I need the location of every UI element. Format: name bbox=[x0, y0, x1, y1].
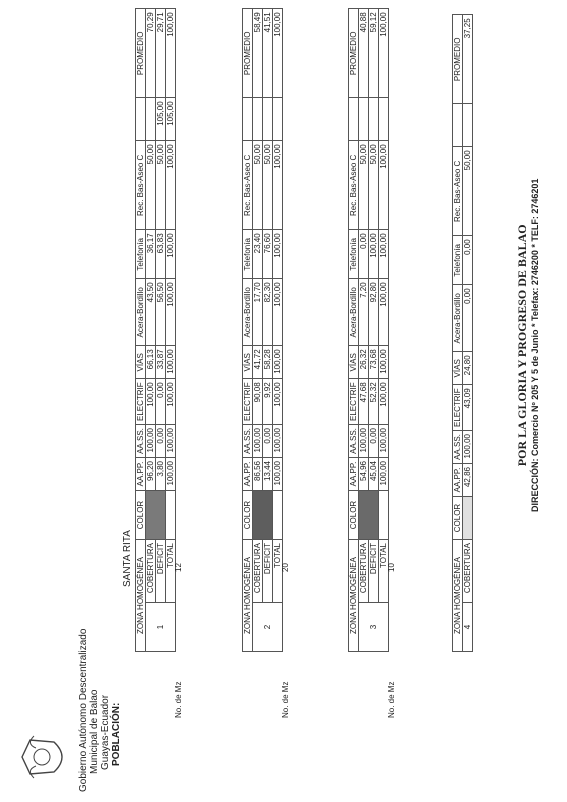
table-row-cobertura bbox=[359, 9, 369, 652]
col-zona-homogenea: ZONA HOMOGÉNEA bbox=[136, 540, 146, 652]
col-telefonia: Telefonía bbox=[349, 230, 359, 279]
cell: 82,30 bbox=[263, 279, 273, 346]
cell: 100,00 bbox=[379, 379, 389, 425]
col-rec-bas-aseo: Rec. Bas-Aseo C bbox=[243, 141, 253, 230]
zone-id: 4 bbox=[463, 603, 473, 652]
cell: 100,00 bbox=[273, 230, 283, 279]
table-row-total bbox=[273, 9, 283, 652]
row-label-cobertura: COBERTURA bbox=[146, 540, 156, 603]
cell: 50,00 bbox=[146, 141, 156, 230]
col-promedio: PROMEDIO bbox=[136, 9, 146, 98]
table-header-row bbox=[136, 9, 146, 652]
cell: 100,00 bbox=[273, 346, 283, 379]
cell: 100,00 bbox=[273, 379, 283, 425]
cell: 0,00 bbox=[463, 236, 473, 285]
col-rec-bas-aseo: Rec. Bas-Aseo C bbox=[453, 147, 463, 236]
cell: 100,00 bbox=[273, 9, 283, 98]
cell: 100,00 bbox=[166, 346, 176, 379]
col-telefonia: Telefonía bbox=[453, 236, 463, 285]
zone-table-2 bbox=[242, 8, 283, 652]
col-zona-homogenea: ZONA HOMOGÉNEA bbox=[349, 540, 359, 652]
row-label-deficit: DEFICIT bbox=[263, 540, 273, 603]
cell: 100,00 bbox=[166, 425, 176, 458]
cell: 100,00 bbox=[166, 141, 176, 230]
cell: 0,00 bbox=[156, 425, 166, 458]
col-acera-bordillo: Acera-Bordillo bbox=[453, 285, 463, 352]
table-row-cobertura bbox=[463, 15, 473, 652]
col-color: COLOR bbox=[453, 497, 463, 540]
cell: 100,00 bbox=[253, 425, 263, 458]
col-aass: AA.SS. bbox=[243, 425, 253, 458]
col-rec-bas-aseo: Rec. Bas-Aseo C bbox=[136, 141, 146, 230]
cell: 100,00 bbox=[379, 141, 389, 230]
cell bbox=[253, 98, 263, 141]
table-header-row bbox=[243, 9, 253, 652]
institution-header bbox=[78, 629, 122, 792]
cell: 56,50 bbox=[156, 279, 166, 346]
table-row-cobertura bbox=[146, 9, 156, 652]
cell: 50,00 bbox=[369, 141, 379, 230]
color-blank bbox=[166, 491, 176, 540]
col-electrif: ELECTRIF bbox=[349, 379, 359, 425]
cell: 3,80 bbox=[156, 458, 166, 491]
cell: 100,00 bbox=[379, 279, 389, 346]
cell: 96,20 bbox=[146, 458, 156, 491]
cell: 66,13 bbox=[146, 346, 156, 379]
col-vias: VÍAS bbox=[349, 346, 359, 379]
cell: 43,50 bbox=[146, 279, 156, 346]
col-rec-bas-aseo: Rec. Bas-Aseo C bbox=[349, 141, 359, 230]
col-zona-homogenea: ZONA HOMOGÉNEA bbox=[453, 540, 463, 652]
col-aass: AA.SS. bbox=[453, 431, 463, 464]
cell bbox=[359, 98, 369, 141]
cell: 33,87 bbox=[156, 346, 166, 379]
cell: 58,49 bbox=[253, 9, 263, 98]
col-extra bbox=[136, 98, 146, 141]
col-aass: AA.SS. bbox=[349, 425, 359, 458]
cell: 100,00 bbox=[379, 9, 389, 98]
cell: 23,40 bbox=[253, 230, 263, 279]
cell: 13,44 bbox=[263, 458, 273, 491]
row-label-deficit: DEFICIT bbox=[369, 540, 379, 603]
cell: 41,72 bbox=[253, 346, 263, 379]
cell: 29,71 bbox=[156, 9, 166, 98]
cell: 63,83 bbox=[156, 230, 166, 279]
cell: 0,00 bbox=[369, 425, 379, 458]
institution-line-3: Guayas-Ecuador bbox=[100, 694, 111, 770]
town-name: SANTA RITA bbox=[122, 530, 133, 587]
page-footer bbox=[515, 179, 540, 512]
col-vias: VÍAS bbox=[136, 346, 146, 379]
mz-value: 12 bbox=[174, 563, 183, 572]
col-acera-bordillo: Acera-Bordillo bbox=[136, 279, 146, 346]
cell: 59,12 bbox=[369, 9, 379, 98]
cell: 90,08 bbox=[253, 379, 263, 425]
col-electrif: ELECTRIF bbox=[453, 385, 463, 431]
cell: 100,00 bbox=[379, 230, 389, 279]
col-telefonia: Telefonía bbox=[243, 230, 253, 279]
cell: 100,00 bbox=[166, 230, 176, 279]
institution-line-1: Gobierno Autónomo Descentralizado bbox=[78, 628, 89, 792]
table-row-total bbox=[379, 9, 389, 652]
cell bbox=[369, 98, 379, 141]
table-header-row bbox=[453, 15, 463, 652]
cell: 40,88 bbox=[359, 9, 369, 98]
zone-table-4 bbox=[452, 14, 473, 652]
cell: 50,00 bbox=[359, 141, 369, 230]
cell: 7,20 bbox=[359, 279, 369, 346]
col-color: COLOR bbox=[136, 491, 146, 540]
col-promedio: PROMEDIO bbox=[243, 9, 253, 98]
table-row-total bbox=[166, 9, 176, 652]
cell: 100,00 bbox=[463, 431, 473, 464]
col-vias: VÍAS bbox=[243, 346, 253, 379]
col-aapp: AA.PP. bbox=[349, 458, 359, 491]
col-vias: VÍAS bbox=[453, 352, 463, 385]
cell: 100,00 bbox=[359, 425, 369, 458]
cell: 100,00 bbox=[273, 458, 283, 491]
cell: 45,04 bbox=[369, 458, 379, 491]
col-telefonia: Telefonía bbox=[136, 230, 146, 279]
cell: 100,00 bbox=[146, 379, 156, 425]
row-label-deficit: DEFICIT bbox=[156, 540, 166, 603]
cell: 92,80 bbox=[369, 279, 379, 346]
cell: 42,86 bbox=[463, 464, 473, 497]
mz-label: No. de Mz bbox=[174, 681, 183, 718]
cell bbox=[263, 98, 273, 141]
zone-id: 2 bbox=[253, 603, 283, 652]
cell: 50,00 bbox=[463, 147, 473, 236]
col-color: COLOR bbox=[243, 491, 253, 540]
row-label-total: TOTAL bbox=[166, 540, 176, 603]
col-electrif: ELECTRIF bbox=[136, 379, 146, 425]
col-acera-bordillo: Acera-Bordillo bbox=[349, 279, 359, 346]
cell bbox=[463, 104, 473, 147]
cell bbox=[146, 98, 156, 141]
col-extra bbox=[349, 98, 359, 141]
cell: 50,00 bbox=[253, 141, 263, 230]
cell: 0,00 bbox=[156, 379, 166, 425]
zone-id: 3 bbox=[359, 603, 389, 652]
table-row-deficit bbox=[263, 9, 273, 652]
zone-table-3 bbox=[348, 8, 389, 652]
color-blank bbox=[273, 491, 283, 540]
mz-label: No. de Mz bbox=[387, 681, 396, 718]
cell: 0,00 bbox=[463, 285, 473, 352]
color-blank bbox=[379, 491, 389, 540]
col-extra bbox=[453, 104, 463, 147]
cell: 0,00 bbox=[263, 425, 273, 458]
cell: 52,32 bbox=[369, 379, 379, 425]
zone-id: 1 bbox=[146, 603, 176, 652]
cell: 76,60 bbox=[263, 230, 273, 279]
cell: 50,00 bbox=[156, 141, 166, 230]
table-row-cobertura bbox=[253, 9, 263, 652]
cell: 58,28 bbox=[263, 346, 273, 379]
mz-value: 20 bbox=[281, 563, 290, 572]
cell: 9,92 bbox=[263, 379, 273, 425]
col-aapp: AA.PP. bbox=[453, 464, 463, 497]
cell: 86,56 bbox=[253, 458, 263, 491]
cell: 105,00 bbox=[156, 98, 166, 141]
cell: 43,09 bbox=[463, 385, 473, 431]
cell: 24,80 bbox=[463, 352, 473, 385]
mz-label: No. de Mz bbox=[281, 681, 290, 718]
cell: 100,00 bbox=[273, 141, 283, 230]
cell: 0,00 bbox=[359, 230, 369, 279]
cell: 100,00 bbox=[273, 279, 283, 346]
col-aapp: AA.PP. bbox=[243, 458, 253, 491]
cell: 100,00 bbox=[369, 230, 379, 279]
col-acera-bordillo: Acera-Bordillo bbox=[243, 279, 253, 346]
footer-motto: POR LA GLORIA Y PROGRESO DE BALAO bbox=[515, 224, 529, 467]
cell: 100,00 bbox=[166, 458, 176, 491]
col-aapp: AA.PP. bbox=[136, 458, 146, 491]
row-label-total: TOTAL bbox=[379, 540, 389, 603]
cell: 70,29 bbox=[146, 9, 156, 98]
cell: 36,17 bbox=[146, 230, 156, 279]
zone-color-swatch bbox=[253, 491, 273, 540]
cell: 100,00 bbox=[379, 458, 389, 491]
row-label-total: TOTAL bbox=[273, 540, 283, 603]
cell: 100,00 bbox=[379, 425, 389, 458]
zone-color-swatch bbox=[146, 491, 166, 540]
cell bbox=[379, 98, 389, 141]
cell: 41,51 bbox=[263, 9, 273, 98]
mz-value: 10 bbox=[387, 563, 396, 572]
col-color: COLOR bbox=[349, 491, 359, 540]
cell: 47,68 bbox=[359, 379, 369, 425]
municipal-crest-icon bbox=[20, 734, 72, 780]
cell: 100,00 bbox=[166, 279, 176, 346]
cell: 100,00 bbox=[166, 379, 176, 425]
cell: 100,00 bbox=[166, 9, 176, 98]
cell: 37,25 bbox=[463, 15, 473, 104]
col-zona-homogenea: ZONA HOMOGÉNEA bbox=[243, 540, 253, 652]
cell: 26,32 bbox=[359, 346, 369, 379]
cell bbox=[273, 98, 283, 141]
row-label-cobertura: COBERTURA bbox=[253, 540, 263, 603]
table-row-deficit bbox=[156, 9, 166, 652]
col-promedio: PROMEDIO bbox=[453, 15, 463, 104]
row-label-cobertura: COBERTURA bbox=[359, 540, 369, 603]
institution-line-2: Municipal de Balao bbox=[89, 689, 100, 774]
zone-color-swatch bbox=[463, 497, 473, 540]
cell: 54,96 bbox=[359, 458, 369, 491]
cell: 100,00 bbox=[146, 425, 156, 458]
zone-color-swatch bbox=[359, 491, 379, 540]
cell: 17,70 bbox=[253, 279, 263, 346]
poblacion-label: POBLACIÓN: bbox=[111, 702, 122, 766]
row-label-cobertura: COBERTURA bbox=[463, 540, 473, 603]
col-aass: AA.SS. bbox=[136, 425, 146, 458]
footer-address: DIRECCIÓN: Comercio Nº 205 Y 5 de Junio * Telefax: 2746200 * TELF: 2746201 bbox=[530, 178, 540, 512]
col-electrif: ELECTRIF bbox=[243, 379, 253, 425]
cell: 105,00 bbox=[166, 98, 176, 141]
cell: 100,00 bbox=[273, 425, 283, 458]
col-extra bbox=[243, 98, 253, 141]
table-header-row bbox=[349, 9, 359, 652]
cell: 50,00 bbox=[263, 141, 273, 230]
col-promedio: PROMEDIO bbox=[349, 9, 359, 98]
cell: 73,68 bbox=[369, 346, 379, 379]
zone-table-1 bbox=[135, 8, 176, 652]
cell: 100,00 bbox=[379, 346, 389, 379]
table-row-deficit bbox=[369, 9, 379, 652]
